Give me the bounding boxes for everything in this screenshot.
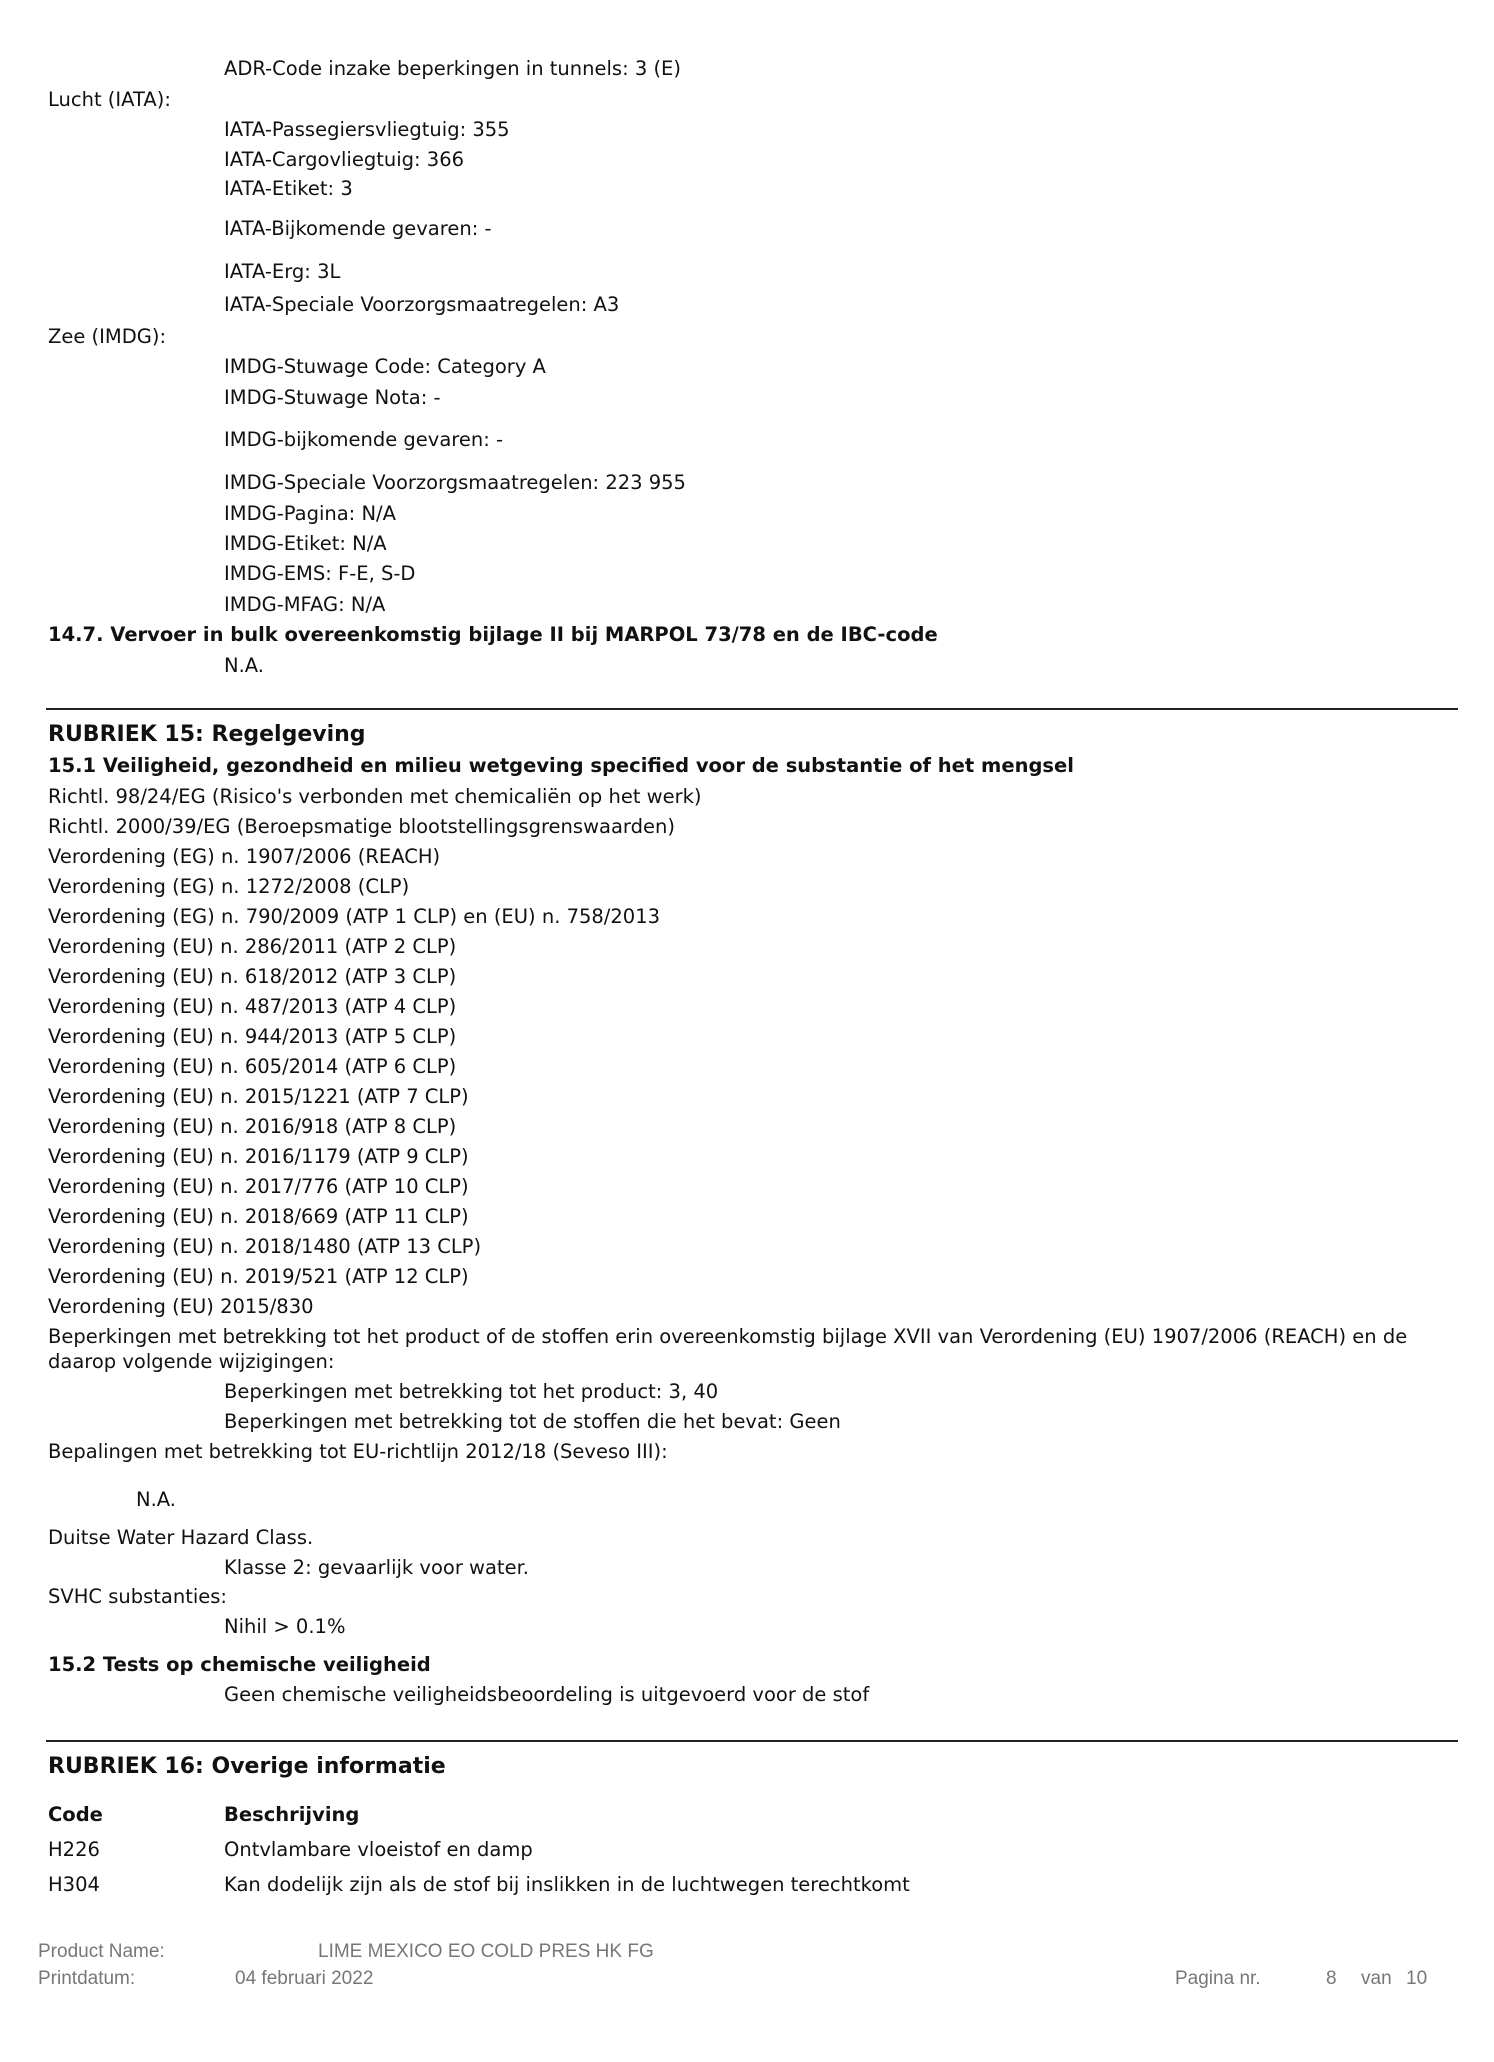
seveso-label: Bepalingen met betrekking tot EU-richtlijn 2012/18 (Seveso III): <box>48 1440 668 1463</box>
imdg-subsidiary-risks: IMDG-bijkomende gevaren: - <box>224 428 504 451</box>
section15-1-heading: 15.1 Veiligheid, gezondheid en milieu wetgeving specified voor de substantie of het mengsel <box>48 754 1074 777</box>
footer-print-date: 04 februari 2022 <box>235 1968 374 1989</box>
restrictions-product: Beperkingen met betrekking tot het product: 3, 40 <box>224 1380 719 1403</box>
regulation-item: Verordening (EU) n. 618/2012 (ATP 3 CLP) <box>48 965 457 988</box>
iata-passenger: IATA-Passegiersvliegtuig: 355 <box>224 118 510 141</box>
footer-print-label: Printdatum: <box>38 1968 136 1989</box>
imdg-label: IMDG-Etiket: N/A <box>224 532 387 555</box>
regulation-item: Verordening (EU) n. 487/2013 (ATP 4 CLP) <box>48 995 457 1018</box>
sea-transport-label: Zee (IMDG): <box>48 325 167 348</box>
footer-product-label: Product Name: <box>38 1941 165 1962</box>
regulation-item: Verordening (EU) n. 605/2014 (ATP 6 CLP) <box>48 1055 457 1078</box>
regulation-item: Verordening (EU) n. 2018/669 (ATP 11 CLP) <box>48 1205 469 1228</box>
col-header-description: Beschrijving <box>224 1803 360 1826</box>
regulation-item: Verordening (EG) n. 790/2009 (ATP 1 CLP) en (EU) n. 758/2013 <box>48 905 661 928</box>
section15-2-heading: 15.2 Tests op chemische veiligheid <box>48 1653 431 1676</box>
footer-page-label: Pagina nr. <box>1175 1968 1261 1989</box>
imdg-mfag: IMDG-MFAG: N/A <box>224 593 386 616</box>
adr-tunnel-code: ADR-Code inzake beperkingen in tunnels: 3 (E) <box>224 57 681 80</box>
iata-label: IATA-Etiket: 3 <box>224 177 353 200</box>
footer-page-number: 8 <box>1326 1968 1337 1989</box>
reach-restrictions-text: Beperkingen met betrekking tot het product of de stoffen erin overeenkomstig bijlage XVII van Verordening (EU) 1907/2006 (REACH) en de <box>48 1325 1408 1348</box>
regulation-item: Verordening (EU) n. 2018/1480 (ATP 13 CLP) <box>48 1235 482 1258</box>
regulation-item: Verordening (EG) n. 1907/2006 (REACH) <box>48 845 441 868</box>
section15-2-value: Geen chemische veiligheidsbeoordeling is uitgevoerd voor de stof <box>224 1683 870 1706</box>
water-hazard-value: Klasse 2: gevaarlijk voor water. <box>224 1556 530 1579</box>
hazard-code: H304 <box>48 1873 100 1896</box>
svhc-label: SVHC substanties: <box>48 1585 227 1608</box>
section16-title: RUBRIEK 16: Overige informatie <box>48 1754 446 1779</box>
regulation-item: Verordening (EU) n. 2017/776 (ATP 10 CLP) <box>48 1175 469 1198</box>
iata-special-provisions: IATA-Speciale Voorzorgsmaatregelen: A3 <box>224 293 620 316</box>
imdg-page: IMDG-Pagina: N/A <box>224 502 396 525</box>
imdg-ems: IMDG-EMS: F-E, S-D <box>224 562 416 585</box>
regulation-item: Richtl. 98/24/EG (Risico's verbonden met chemicaliën op het werk) <box>48 785 702 808</box>
bulk-transport-value: N.A. <box>224 654 264 677</box>
reach-restrictions-text-cont: daarop volgende wijzigingen: <box>48 1350 335 1373</box>
bulk-transport-heading: 14.7. Vervoer in bulk overeenkomstig bijlage II bij MARPOL 73/78 en de IBC-code <box>48 623 938 646</box>
seveso-value: N.A. <box>136 1488 176 1511</box>
iata-erg: IATA-Erg: 3L <box>224 260 341 283</box>
section-divider <box>46 1740 1458 1742</box>
iata-cargo: IATA-Cargovliegtuig: 366 <box>224 148 465 171</box>
regulation-item: Verordening (EU) 2015/830 <box>48 1295 314 1318</box>
restrictions-substances: Beperkingen met betrekking tot de stoffen die het bevat: Geen <box>224 1410 841 1433</box>
footer-page-total: 10 <box>1406 1968 1428 1989</box>
regulation-item: Verordening (EU) n. 2019/521 (ATP 12 CLP) <box>48 1265 469 1288</box>
col-header-code: Code <box>48 1803 103 1826</box>
footer-page-separator: van <box>1361 1968 1392 1989</box>
imdg-stowage-note: IMDG-Stuwage Nota: - <box>224 386 441 409</box>
hazard-description: Kan dodelijk zijn als de stof bij inslikken in de luchtwegen terechtkomt <box>224 1873 910 1896</box>
regulation-item: Verordening (EU) n. 944/2013 (ATP 5 CLP) <box>48 1025 457 1048</box>
footer-product-name: LIME MEXICO EO COLD PRES HK FG <box>318 1941 654 1962</box>
air-transport-label: Lucht (IATA): <box>48 88 171 111</box>
regulation-item: Verordening (EU) n. 2015/1221 (ATP 7 CLP) <box>48 1085 469 1108</box>
hazard-code: H226 <box>48 1838 100 1861</box>
regulation-item: Verordening (EG) n. 1272/2008 (CLP) <box>48 875 410 898</box>
imdg-special-provisions: IMDG-Speciale Voorzorgsmaatregelen: 223 955 <box>224 471 686 494</box>
regulation-item: Verordening (EU) n. 2016/1179 (ATP 9 CLP) <box>48 1145 469 1168</box>
regulation-item: Verordening (EU) n. 2016/918 (ATP 8 CLP) <box>48 1115 457 1138</box>
water-hazard-label: Duitse Water Hazard Class. <box>48 1526 314 1549</box>
svhc-value: Nihil > 0.1% <box>224 1615 346 1638</box>
regulation-item: Verordening (EU) n. 286/2011 (ATP 2 CLP) <box>48 935 457 958</box>
imdg-stowage-code: IMDG-Stuwage Code: Category A <box>224 355 546 378</box>
section-divider <box>46 708 1458 710</box>
hazard-description: Ontvlambare vloeistof en damp <box>224 1838 533 1861</box>
iata-subsidiary-risks: IATA-Bijkomende gevaren: - <box>224 217 492 240</box>
section15-title: RUBRIEK 15: Regelgeving <box>48 722 366 747</box>
regulation-item: Richtl. 2000/39/EG (Beroepsmatige blootstellingsgrenswaarden) <box>48 815 675 838</box>
